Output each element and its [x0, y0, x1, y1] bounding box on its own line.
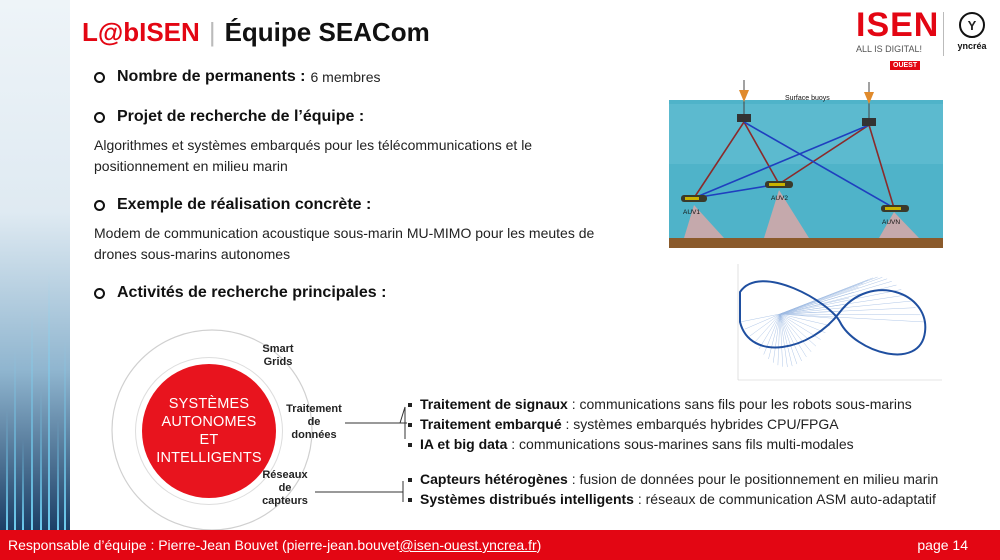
center-line: AUTONOMES — [161, 414, 257, 430]
yncrea-word: yncréa — [957, 41, 987, 51]
item-title: Traitement de signaux — [420, 396, 568, 412]
list-item — [408, 416, 912, 436]
center-line: ET — [199, 432, 219, 448]
footer-bar — [0, 530, 1000, 560]
item-title: Traitement embarqué — [420, 416, 562, 432]
surface-buoys-label: Surface buoys — [785, 95, 830, 102]
item-text: : communications sans fils pour les robots sous-marins — [567, 396, 912, 412]
bullet-project — [94, 108, 364, 126]
example-description — [94, 223, 594, 265]
category-reseaux — [250, 469, 320, 508]
isen-logo — [856, 6, 940, 72]
yncrea-logo — [950, 12, 994, 51]
water-highlight — [669, 104, 943, 164]
example-text-line: Modem de communication acoustique sous-marin MU-MIMO pour les meutes de — [94, 225, 595, 241]
category-text: Grids — [263, 356, 293, 368]
example-text-line: drones sous-marins autonomes — [94, 246, 291, 262]
list-item — [408, 396, 912, 416]
square-bullet-icon — [408, 443, 412, 447]
decorative-side-band — [0, 0, 70, 530]
auv-1 — [681, 195, 707, 202]
team-leader-text: Responsable d’équipe : Pierre-Jean Bouvet (pierre-jean.bouvet — [8, 537, 400, 553]
auv2-label: AUV2 — [771, 195, 788, 202]
auvn-label: AUVN — [882, 219, 901, 226]
lab-name: L@bISEN — [82, 16, 200, 47]
logo-divider — [943, 12, 944, 56]
auv-2 — [765, 181, 793, 188]
item-title: IA et big data — [420, 436, 508, 452]
list-item — [408, 491, 938, 511]
item-title: Capteurs hétérogènes — [420, 471, 568, 487]
bullet-example — [94, 196, 371, 214]
auv1-label: AUV1 — [683, 209, 700, 216]
capteurs-list — [408, 471, 938, 511]
center-line: SYSTÈMES — [168, 396, 250, 412]
list-item — [408, 471, 938, 491]
team-name: Équipe SEACom — [224, 16, 430, 47]
isen-logo-tagline: ALL IS DIGITAL! — [856, 44, 923, 54]
auv-n — [881, 205, 909, 212]
category-text: de — [307, 416, 321, 428]
category-text: capteurs — [262, 495, 308, 507]
yncrea-symbol-icon: Y — [959, 12, 985, 38]
square-bullet-icon — [408, 478, 412, 482]
email-link[interactable]: @isen-ouest.yncrea.fr — [399, 537, 537, 553]
activities-label: Activités de recherche principales : — [117, 284, 387, 301]
seabed — [669, 238, 943, 248]
trajectory-plot-illustration — [720, 262, 944, 384]
team-leader-info — [8, 537, 541, 553]
bullet-circle-icon — [94, 72, 105, 83]
square-bullet-icon — [408, 498, 412, 502]
page-title — [82, 14, 430, 50]
bullet-circle-icon — [94, 288, 105, 299]
item-text: : fusion de données pour le positionnement en milieu marin — [567, 471, 939, 487]
item-title: Systèmes distribués intelligents — [420, 491, 634, 507]
underwater-network-illustration — [669, 80, 943, 248]
project-text-line: positionnement en milieu marin — [94, 158, 288, 174]
page-number: page 14 — [917, 537, 968, 553]
traitement-connector — [345, 395, 410, 445]
project-text-line: Algorithmes et systèmes embarqués pour les télécommunications et le — [94, 137, 533, 153]
category-text: Traitement — [286, 403, 342, 415]
project-label: Projet de recherche de l’équipe : — [117, 108, 365, 125]
item-text: : systèmes embarqués hybrides CPU/FPGA — [561, 416, 839, 432]
list-item — [408, 436, 912, 456]
bullet-activities — [94, 284, 386, 302]
team-leader-suffix: ) — [536, 537, 542, 553]
example-label: Exemple de réalisation concrète : — [117, 196, 372, 213]
capteurs-connector — [315, 478, 410, 508]
traitement-list — [408, 396, 912, 456]
square-bullet-icon — [408, 403, 412, 407]
title-separator: | — [208, 16, 216, 47]
isen-logo-region: OUEST — [890, 61, 920, 70]
item-text: : réseaux de communication ASM auto-adaptatif — [633, 491, 936, 507]
isen-logo-word: ISEN — [856, 6, 940, 44]
category-text: données — [291, 429, 337, 441]
bullet-circle-icon — [94, 112, 105, 123]
category-text: Réseaux — [262, 469, 308, 481]
category-text: de — [278, 482, 292, 494]
bullet-circle-icon — [94, 200, 105, 211]
item-text: : communications sous-marines sans fils multi-modales — [507, 436, 854, 452]
square-bullet-icon — [408, 423, 412, 427]
category-traitement — [276, 403, 352, 442]
category-smart-grids — [255, 343, 301, 369]
permanents-value: 6 membres — [310, 69, 381, 85]
project-description — [94, 135, 532, 177]
category-text: Smart — [262, 343, 294, 355]
permanents-label: Nombre de permanents : — [117, 68, 306, 85]
center-line: INTELLIGENTS — [156, 450, 262, 466]
bullet-permanents — [94, 68, 381, 86]
